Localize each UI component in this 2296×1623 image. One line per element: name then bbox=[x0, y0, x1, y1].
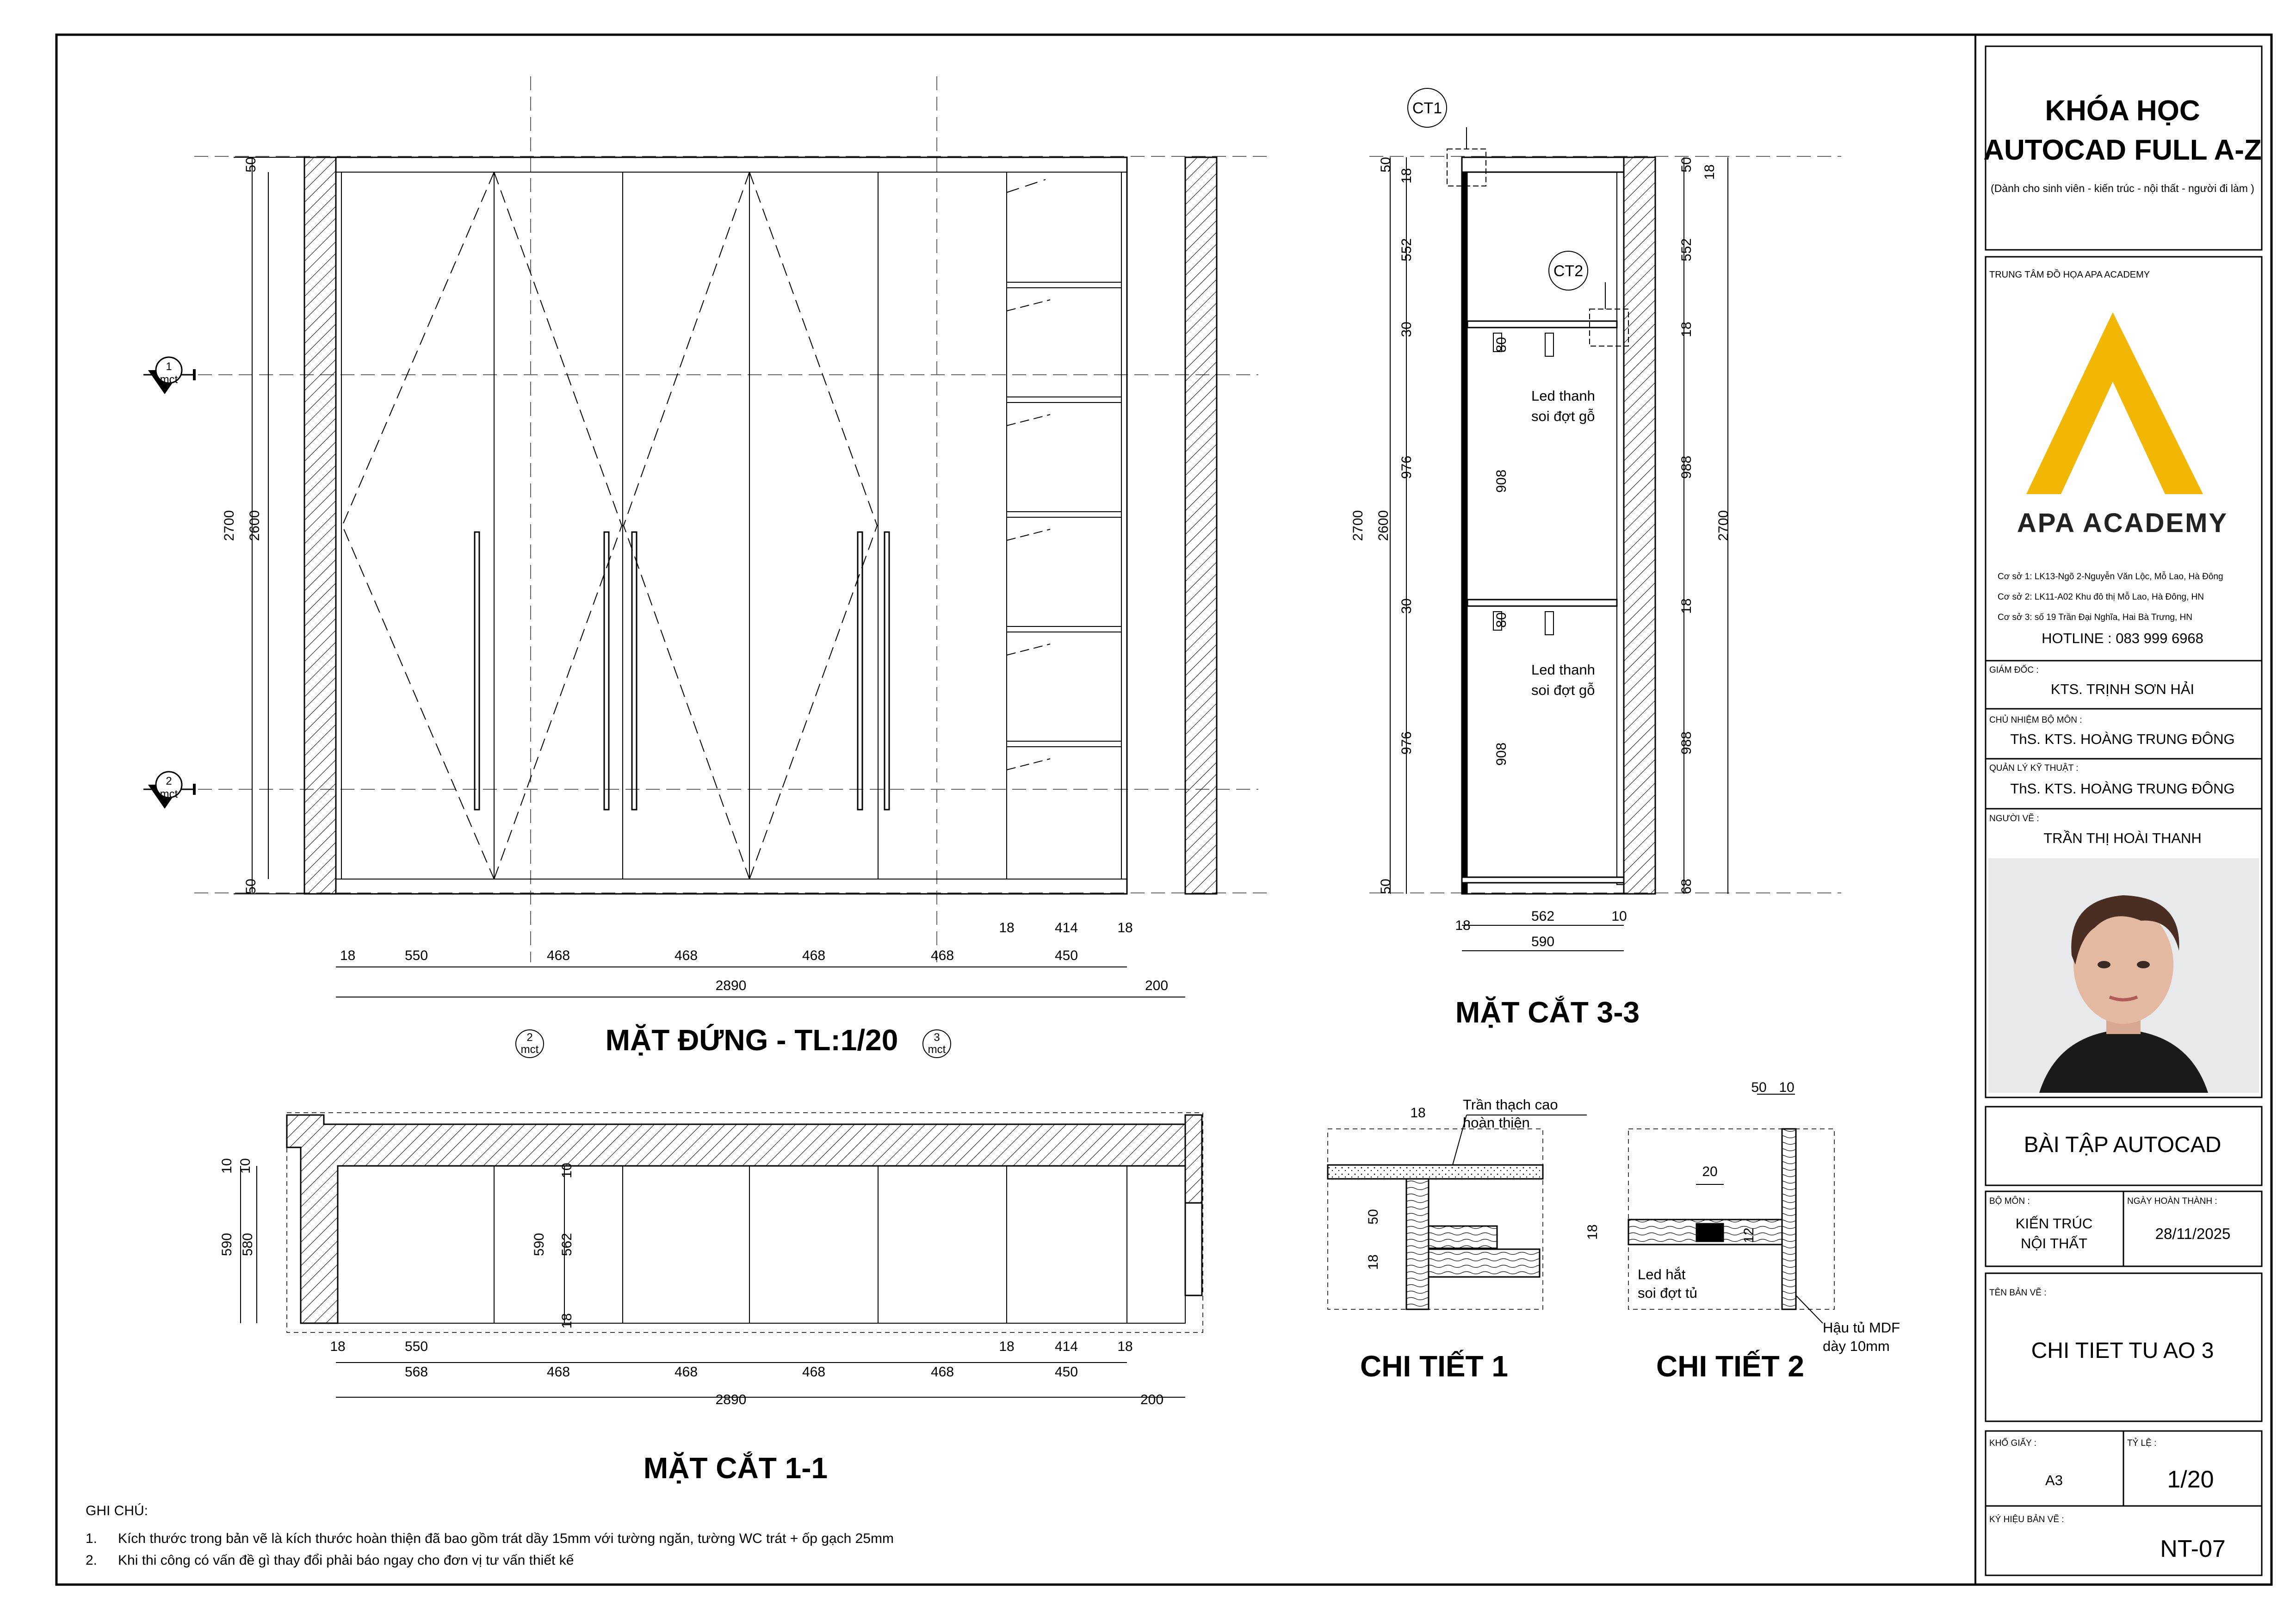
led-label-a2: soi đợt gỗ bbox=[1531, 408, 1595, 424]
callout-ct1: CT1 bbox=[1412, 99, 1442, 117]
dim-text: 50 bbox=[1378, 157, 1393, 173]
role-label-1: GIÁM ĐỐC : bbox=[1989, 665, 2039, 675]
marker-2-sheet: mct bbox=[160, 788, 178, 800]
dim-text: 550 bbox=[404, 948, 428, 963]
section-3-3-title: MẶT CẮT 3-3 bbox=[1455, 996, 1640, 1029]
dim-text: 20 bbox=[1702, 1164, 1718, 1179]
dim-text: 200 bbox=[1145, 978, 1169, 993]
address-2: Cơ sở 2: LK11-A02 Khu đô thị Mỗ Lao, Hà Đông, HN bbox=[1998, 592, 2204, 602]
dim-text: 18 bbox=[1117, 920, 1133, 935]
dim-text: 552 bbox=[1679, 238, 1694, 262]
dim-text: 568 bbox=[404, 1364, 428, 1380]
hotline: HOTLINE : 083 999 6968 bbox=[2042, 630, 2203, 646]
role-name-3: ThS. KTS. HOÀNG TRUNG ĐÔNG bbox=[2010, 781, 2235, 797]
dim-text: 580 bbox=[240, 1233, 255, 1257]
dim-text: 18 bbox=[1455, 918, 1471, 933]
dim-text: 468 bbox=[546, 948, 570, 963]
note-2-number: 2. bbox=[86, 1553, 98, 1568]
elevation-title: MẶT ĐỨNG - TL:1/20 bbox=[605, 1023, 898, 1057]
back-label-1: Hậu tủ MDF bbox=[1823, 1319, 1900, 1336]
subject-line-1: KIẾN TRÚC bbox=[2015, 1215, 2093, 1232]
dim-text: 976 bbox=[1399, 455, 1414, 479]
center-label: TRUNG TÂM ĐỒ HỌA APA ACADEMY bbox=[1989, 270, 2150, 280]
dim-text: 30 bbox=[1399, 598, 1414, 614]
marker-2-number: 2 bbox=[166, 775, 172, 787]
note-1-text: Kích thước trong bản vẽ là kích thước hoàn thiện đã bao gồm trát dầy 15mm với tường ngăn, tường WC trát + ốp gạch 25mm bbox=[118, 1531, 894, 1546]
subject-label: BỘ MÔN : bbox=[1989, 1196, 2030, 1206]
marker-3-number: 3 bbox=[934, 1031, 940, 1044]
marker-1-number: 1 bbox=[166, 360, 172, 373]
role-name-4: TRẦN THỊ HOÀI THANH bbox=[2043, 830, 2202, 846]
dim-text: 12 bbox=[1741, 1227, 1757, 1243]
dim-text: 18 bbox=[999, 920, 1015, 935]
ledhat-label-2: soi đợt tủ bbox=[1638, 1285, 1697, 1301]
back-label-2: dày 10mm bbox=[1823, 1338, 1890, 1354]
callout-ct2: CT2 bbox=[1553, 262, 1584, 280]
dim-text: 18 bbox=[999, 1339, 1015, 1354]
dim-text: 18 bbox=[1585, 1224, 1600, 1240]
dim-text: 468 bbox=[930, 1364, 954, 1380]
role-name-2: ThS. KTS. HOÀNG TRUNG ĐÔNG bbox=[2010, 731, 2235, 747]
brand-name: APA ACADEMY bbox=[2017, 508, 2228, 538]
course-subtitle: (Dành cho sinh viên - kiến trúc - nội thất - người đi làm ) bbox=[1991, 182, 2254, 194]
dim-text: 80 bbox=[1494, 337, 1509, 353]
dim-text: 18 bbox=[330, 1339, 346, 1354]
dim-text: 468 bbox=[930, 948, 954, 963]
dim-text: 468 bbox=[674, 948, 698, 963]
dim-text: 468 bbox=[802, 1364, 826, 1380]
scale-label: TỶ LỆ : bbox=[2127, 1438, 2157, 1448]
dim-text: 562 bbox=[559, 1233, 575, 1257]
notes-header: GHI CHÚ: bbox=[86, 1503, 148, 1518]
dim-text: 2700 bbox=[222, 510, 237, 541]
dim-text: 10 bbox=[219, 1158, 235, 1174]
dim-text: 50 bbox=[1679, 157, 1694, 173]
dim-text: 18 bbox=[1399, 168, 1414, 184]
code-label: KÝ HIỆU BẢN VẼ : bbox=[1989, 1515, 2064, 1524]
dim-text: 552 bbox=[1399, 238, 1414, 262]
dim-text: 50 bbox=[1751, 1080, 1767, 1095]
dim-text: 468 bbox=[546, 1364, 570, 1380]
ledhat-label-1: Led hắt bbox=[1638, 1266, 1686, 1282]
led-label-a1: Led thanh bbox=[1531, 388, 1595, 404]
dim-text: 2890 bbox=[715, 978, 747, 993]
ceiling-label-1: Trần thạch cao bbox=[1463, 1096, 1558, 1113]
dim-text: 414 bbox=[1054, 920, 1078, 935]
paper-size: A3 bbox=[2045, 1472, 2063, 1488]
dim-text: 18 bbox=[340, 948, 356, 963]
led-label-b1: Led thanh bbox=[1531, 662, 1595, 678]
dim-text: 50 bbox=[243, 157, 259, 173]
designer-portrait-image bbox=[1988, 858, 2259, 1093]
completion-date: 28/11/2025 bbox=[2155, 1225, 2231, 1242]
course-title-2: AUTOCAD FULL A-Z bbox=[1983, 134, 2262, 166]
marker-2b-number: 2 bbox=[526, 1031, 533, 1044]
dim-text: 18 bbox=[1702, 164, 1717, 180]
dim-text: 2600 bbox=[1376, 510, 1391, 541]
dim-text: 80 bbox=[1494, 612, 1509, 628]
dim-text: 10 bbox=[1779, 1080, 1795, 1095]
dim-text: 988 bbox=[1679, 731, 1694, 755]
marker-1-sheet: mct bbox=[160, 373, 178, 386]
dim-text: 2700 bbox=[1350, 510, 1366, 541]
drawing-name: CHI TIET TU AO 3 bbox=[2031, 1338, 2214, 1363]
dim-text: 562 bbox=[1531, 909, 1555, 924]
dim-text: 18 bbox=[1410, 1105, 1426, 1121]
dim-text: 414 bbox=[1054, 1339, 1078, 1354]
detail-2-title: CHI TIẾT 2 bbox=[1656, 1350, 1805, 1383]
dim-text: 18 bbox=[1366, 1254, 1381, 1270]
note-2-text: Khi thi công có vấn đề gì thay đổi phải báo ngay cho đơn vị tư vấn thiết kế bbox=[118, 1553, 574, 1568]
marker-2b-sheet: mct bbox=[520, 1043, 539, 1056]
dim-text: 908 bbox=[1494, 469, 1509, 493]
dim-text: 18 bbox=[559, 1313, 575, 1329]
dim-text: 908 bbox=[1494, 742, 1509, 766]
led-label-b2: soi đợt gỗ bbox=[1531, 682, 1595, 698]
dim-text: 590 bbox=[219, 1233, 235, 1257]
dim-text: 2700 bbox=[1716, 510, 1731, 541]
dim-text: 200 bbox=[1140, 1392, 1164, 1407]
drawing-code: NT-07 bbox=[2160, 1536, 2226, 1562]
note-1-number: 1. bbox=[86, 1531, 98, 1546]
paper-label: KHỔ GIẤY : bbox=[1989, 1438, 2037, 1448]
dim-text: 50 bbox=[1378, 879, 1393, 894]
scale-value: 1/20 bbox=[2167, 1466, 2214, 1493]
role-name-1: KTS. TRỊNH SƠN HẢI bbox=[2050, 681, 2195, 697]
dim-text: 10 bbox=[559, 1163, 575, 1178]
assignment-label: BÀI TẬP AUTOCAD bbox=[2024, 1133, 2222, 1157]
address-3: Cơ sở 3: số 19 Trần Đại Nghĩa, Hai Bà Trưng, HN bbox=[1998, 613, 2192, 622]
role-label-2: CHỦ NHIỆM BỘ MÔN : bbox=[1989, 715, 2082, 725]
dim-text: 18 bbox=[1679, 598, 1694, 614]
dim-text: 590 bbox=[532, 1233, 547, 1257]
ceiling-label-2: hoàn thiện bbox=[1463, 1115, 1530, 1131]
dim-text: 50 bbox=[243, 879, 259, 894]
role-label-4: NGƯỜI VẼ : bbox=[1989, 814, 2039, 824]
subject-line-2: NỘI THẤT bbox=[2020, 1235, 2088, 1251]
role-label-3: QUẢN LÝ KỸ THUẬT : bbox=[1989, 763, 2079, 773]
dim-text: 468 bbox=[802, 948, 826, 963]
dim-text: 590 bbox=[1531, 934, 1555, 949]
dim-text: 18 bbox=[1679, 322, 1694, 337]
dim-text: 2600 bbox=[247, 510, 262, 541]
dim-text: 976 bbox=[1399, 731, 1414, 755]
marker-3-sheet: mct bbox=[928, 1043, 946, 1056]
dim-text: 2890 bbox=[715, 1392, 747, 1407]
detail-1-title: CHI TIẾT 1 bbox=[1360, 1350, 1509, 1383]
dim-text: 18 bbox=[1117, 1339, 1133, 1354]
dim-text: 988 bbox=[1679, 455, 1694, 479]
dim-text: 10 bbox=[238, 1158, 253, 1174]
dim-text: 30 bbox=[1399, 322, 1414, 337]
portrait-icon bbox=[1988, 858, 2259, 1093]
date-label: NGÀY HOÀN THÀNH : bbox=[2127, 1196, 2217, 1206]
dim-text: 10 bbox=[1611, 909, 1627, 924]
dim-text: 468 bbox=[674, 1364, 698, 1380]
address-1: Cơ sở 1: LK13-Ngõ 2-Nguyễn Văn Lộc, Mỗ Lao, Hà Đông bbox=[1998, 572, 2223, 582]
dim-text: 550 bbox=[404, 1339, 428, 1354]
section-1-1-title: MẶT CẮT 1-1 bbox=[643, 1451, 828, 1485]
dim-text: 68 bbox=[1679, 879, 1694, 894]
dim-text: 450 bbox=[1054, 948, 1078, 963]
dim-text: 50 bbox=[1366, 1209, 1381, 1225]
drawing-name-label: TÊN BẢN VẼ : bbox=[1989, 1288, 2047, 1298]
dim-text: 450 bbox=[1054, 1364, 1078, 1380]
course-title-1: KHÓA HỌC bbox=[2045, 95, 2200, 127]
